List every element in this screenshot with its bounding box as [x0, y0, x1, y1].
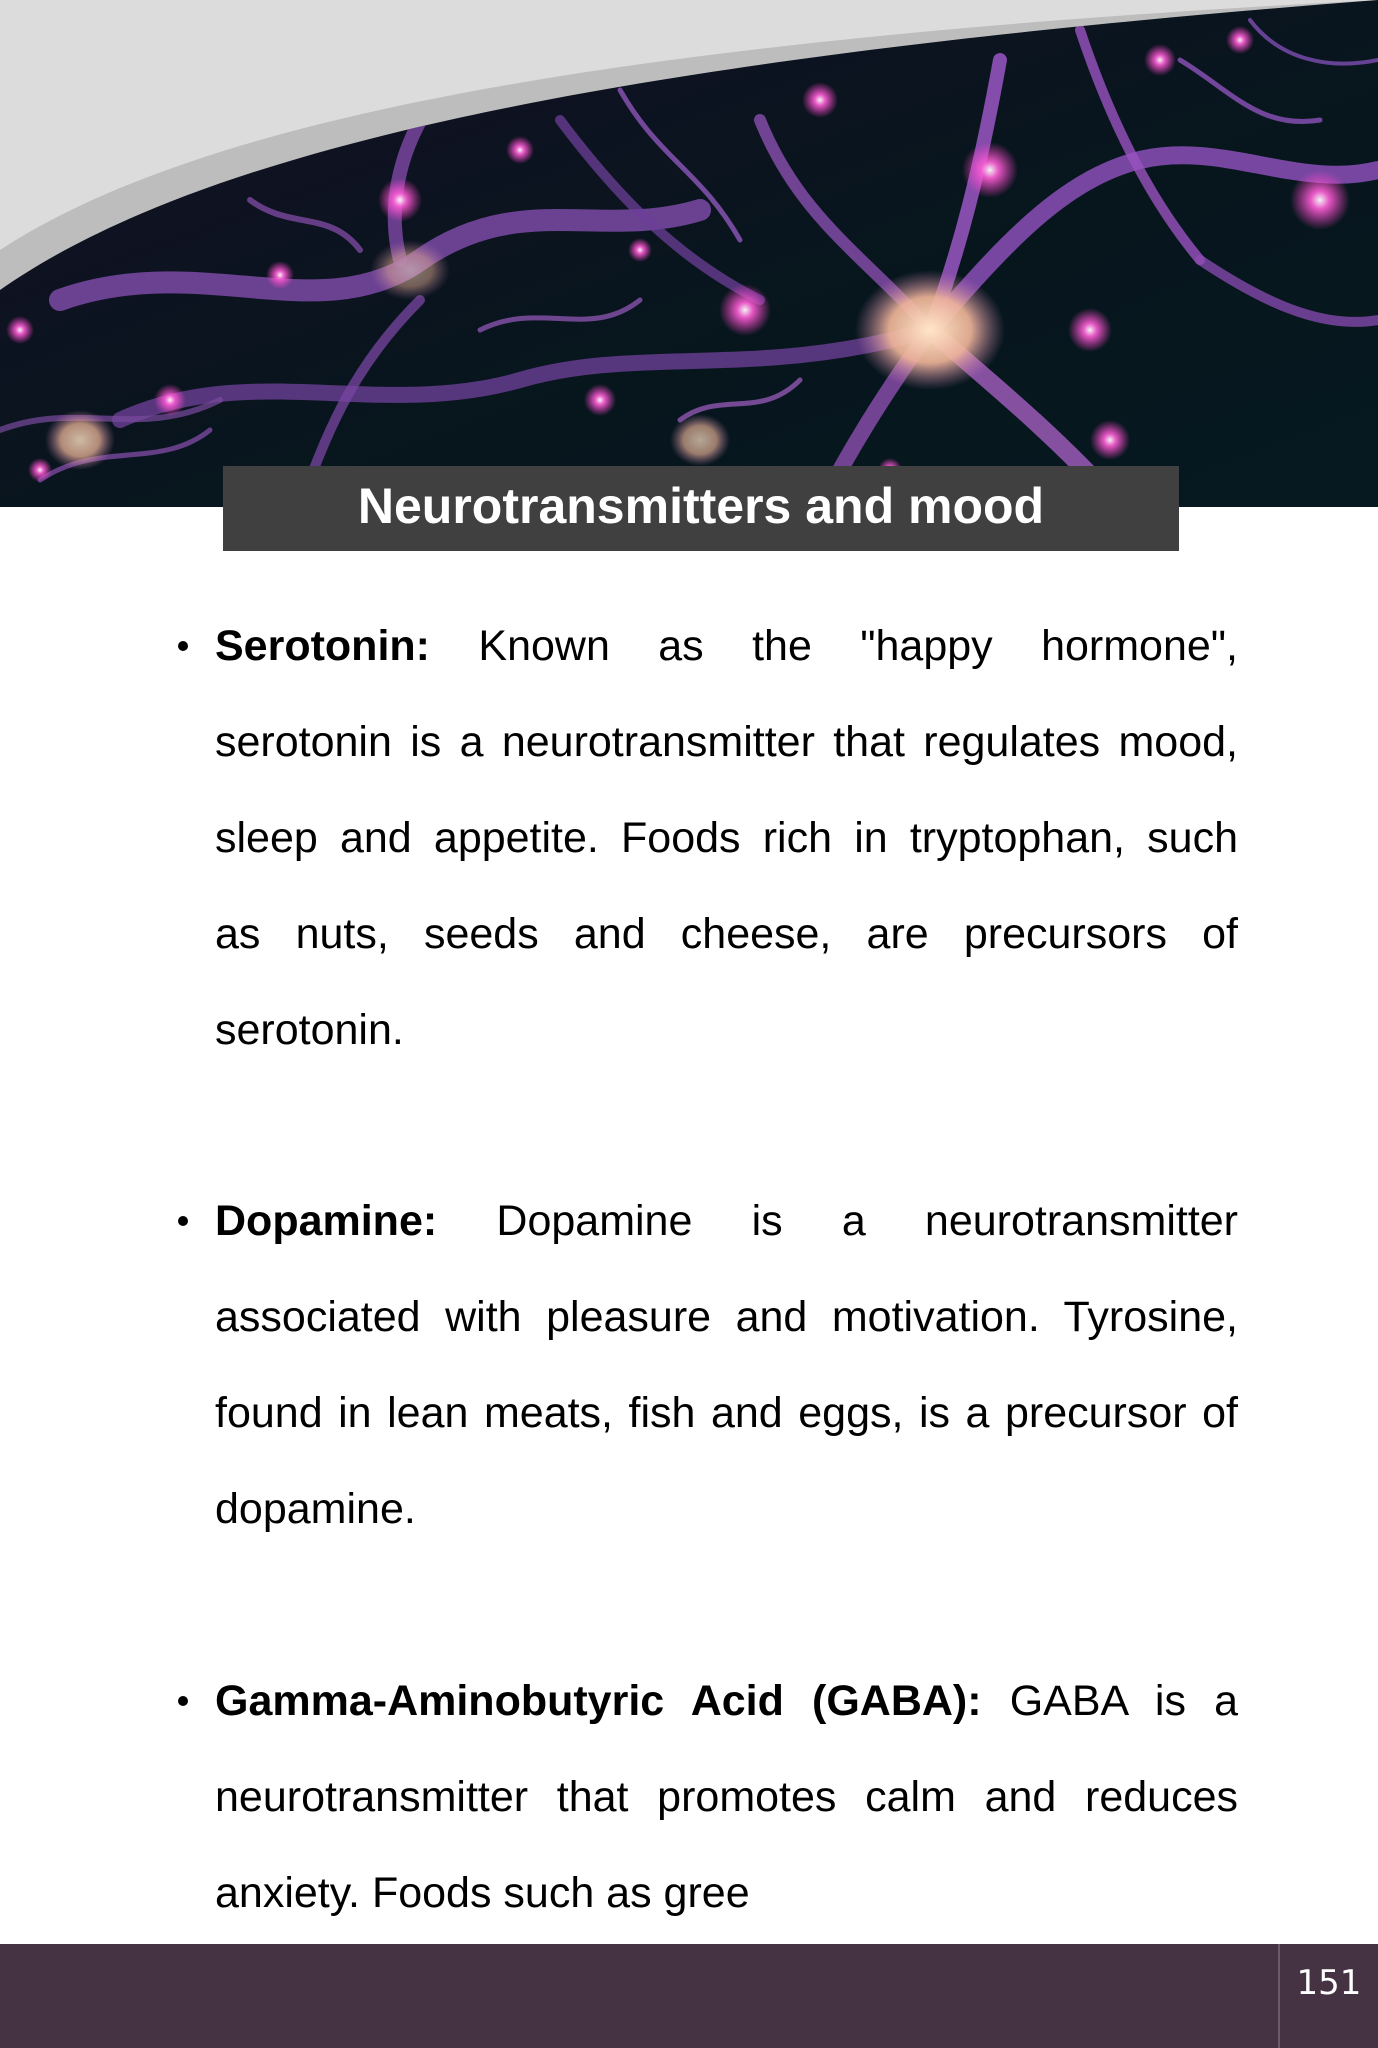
text-line — [215, 1772, 1238, 1822]
text-line — [215, 1676, 1238, 1726]
line-text: sleep and appetite. Foods rich in tryptophan, such — [215, 814, 1238, 862]
line-text: serotonin. — [215, 1006, 404, 1054]
line-text: serotonin is a neurotransmitter that regulates mood, — [215, 718, 1238, 766]
bullet-icon — [178, 1216, 188, 1226]
neuron-network-icon — [0, 0, 1378, 507]
text-line — [215, 1388, 1238, 1438]
line-text: as nuts, seeds and cheese, are precursors of — [215, 910, 1238, 958]
line-text: Dopamine is a neurotransmitter — [496, 1197, 1238, 1245]
line-text: associated with pleasure and motivation. Tyrosine, — [215, 1293, 1238, 1341]
footer-bar — [0, 1944, 1378, 2048]
line-text: anxiety. Foods such as gree — [215, 1869, 750, 1917]
text-line — [215, 813, 1238, 863]
page-number: 151 — [1296, 1963, 1362, 2003]
text-line — [215, 1484, 1238, 1534]
header-image — [0, 0, 1378, 507]
term-label: Dopamine: — [215, 1197, 438, 1245]
title-banner — [223, 466, 1179, 551]
line-text: Known as the "happy hormone", — [478, 622, 1238, 670]
text-line — [215, 1196, 1238, 1246]
line-text: neurotransmitter that promotes calm and reduces — [215, 1773, 1238, 1821]
line-text: GABA is a — [1009, 1677, 1238, 1725]
text-line — [215, 1005, 1238, 1055]
term-label: Serotonin: — [215, 622, 430, 670]
bullet-icon — [178, 1696, 188, 1706]
text-line — [215, 1868, 1238, 1918]
page-title: Neurotransmitters and mood — [357, 477, 1045, 534]
text-line — [215, 1292, 1238, 1342]
bullet-icon — [178, 641, 188, 651]
line-text: found in lean meats, fish and eggs, is a precursor of — [215, 1389, 1238, 1437]
text-line — [215, 621, 1238, 671]
text-line — [215, 909, 1238, 959]
text-line — [215, 717, 1238, 767]
term-label: Gamma-Aminobutyric Acid (GABA): — [215, 1677, 982, 1725]
line-text: dopamine. — [215, 1485, 416, 1533]
